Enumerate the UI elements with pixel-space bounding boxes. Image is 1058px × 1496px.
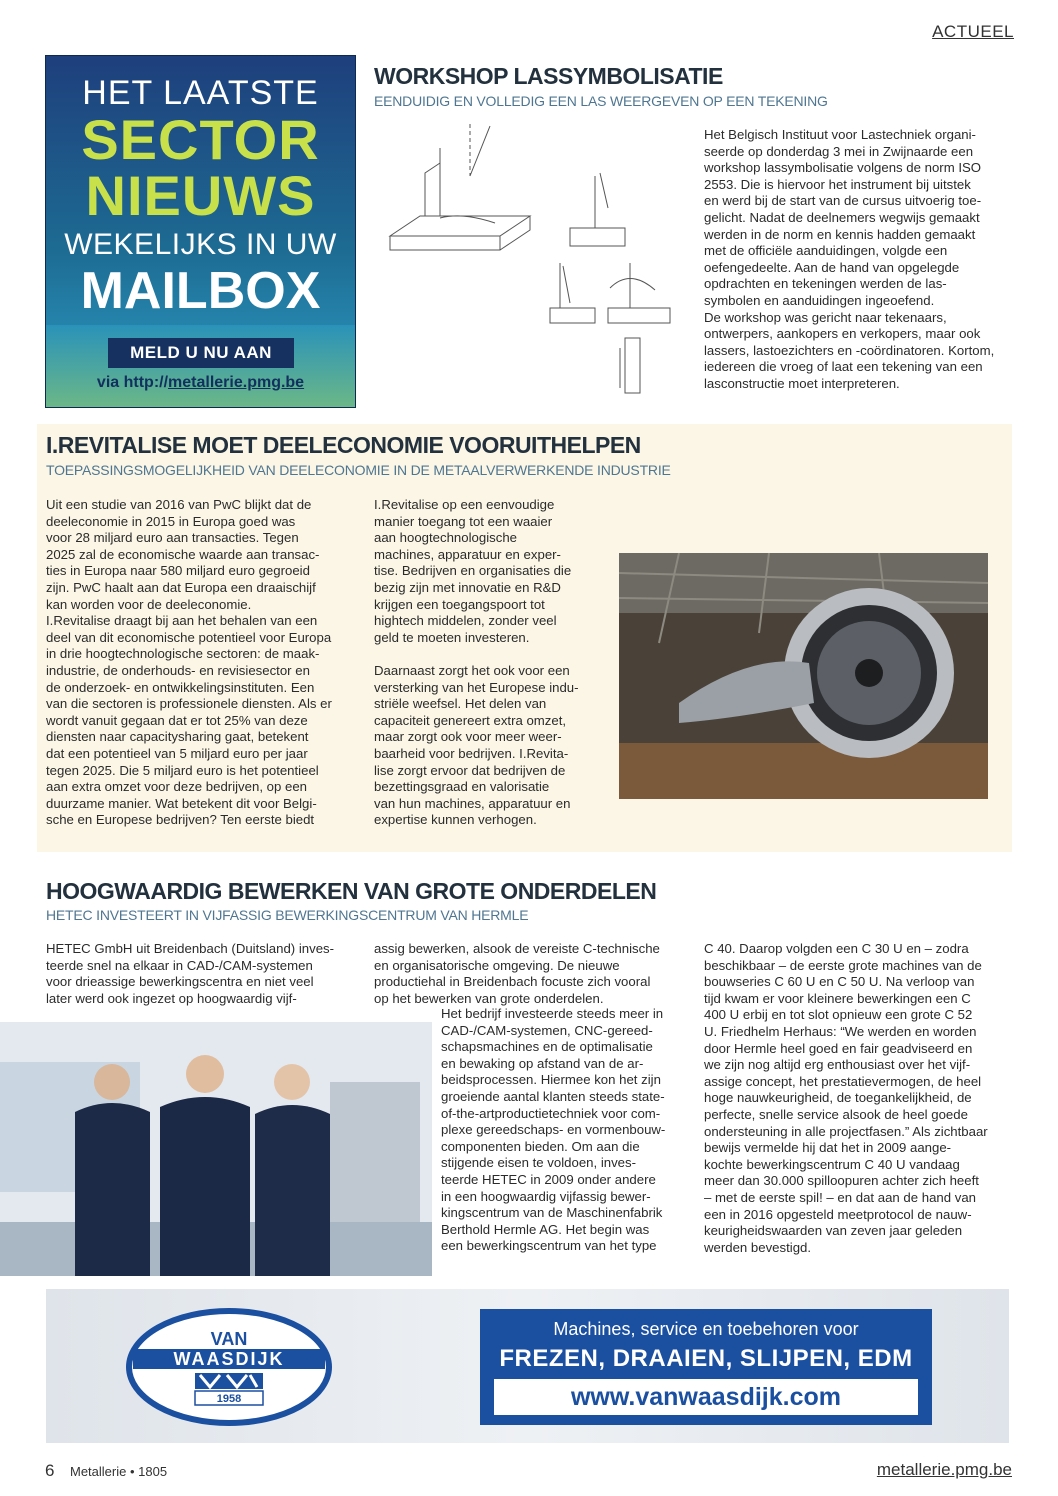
weld-symbol-drawing <box>380 118 698 408</box>
team-photo <box>0 1022 432 1276</box>
engine-illustration <box>619 553 988 799</box>
article3-col3: C 40. Daarop volgden een C 30 U en – zodra beschikbaar – de eerste grote machines van de bouwseries C 60 U en C 50 U. Na verloop van tijd kwam er voor kleinere bewerkingen een C 400 U erbij en tot slot opnieuw een grote C 52 U. Friedhelm Herhaus: “We werden en worden door Hermle heel goed en fair geadviseerd en we zijn nog altijd erg enthousiast over het vijf- assige concept, het prestatievermogen, de heel hoge nauwkeurigheid, de toegankelijkheid, de perfecte, snelle service alsook de heel goede ondersteuning in alle projectfasen.” Als zichtbaar bewijs vermelde hij dat het in 2009 aange- kochte bewerkingscentrum C 40 U vandaag meer dan 30.000 spilloopuren achter zich heeft – met de eerste spil! – en dat aan de hand van een in 2016 opgesteld meetprotocol de nauw- keurigheidswaarden van zeven jaar geleden werden bevestigd. <box>704 941 988 1255</box>
vw-line-1: Machines, service en toebehoren voor <box>553 1319 859 1339</box>
article1-body: Het Belgisch Instituut voor Lastechniek organi- seerde op donderdag 3 mei in Zwijnaarde een workshop lassymbolisatie volgens de norm ISO 2553. Die is hiervoor het instrument bij uitstek en werd bij de start van de cursus uitvoerig toe- gelicht. Nadat de deelnemers wegwijs gemaakt werden in de norm en kennis hadden gemaakt met de officiële aanduidingen, volgde een oefengedeelte. Aan de hand van opgelegde opdrachten en tekeningen werden de las- symbolen en aanduidingen ingeoefend. De workshop was gericht naar tekenaars, ontwerpers, aankopers en verkopers, maar ook lassers, lastoezichters en -coördinatoren. Kortom, iedereen die vroeg of laat een tekening van een lasconstructie moet interpreteren. <box>704 127 995 391</box>
vw-url-link[interactable]: www.vanwaasdijk.com <box>494 1379 918 1415</box>
van-waasdijk-info-box <box>480 1309 932 1425</box>
article2-title: I.REVITALISE MOET DEELECONOMIE VOORUITHELPEN <box>46 432 641 458</box>
logo-year-text: 1958 <box>216 1393 242 1405</box>
section-tag[interactable]: ACTUEEL <box>932 22 1014 41</box>
ad-line-5: MAILBOX <box>80 262 321 320</box>
team-illustration <box>0 1022 432 1276</box>
subscribe-button[interactable]: MELD U NU AAN <box>108 338 294 368</box>
article1-subtitle: EENDUIDIG EN VOLLEDIG EEN LAS WEERGEVEN OP EEN TEKENING <box>374 93 828 109</box>
article3-col2-top: assig bewerken, alsook de vereiste C-technische en organisatorische omgeving. De nieuwe productiehal in Breidenbach focuste zich vooral op het bewerken van grote onderdelen. <box>374 941 660 1006</box>
ad-via <box>46 374 355 392</box>
logo-main-text: WAASDIJK <box>173 1349 285 1369</box>
article3-col2-bottom: Het bedrijf investeerde steeds meer in CAD-/CAM-systemen, CNC-gereed- schapsmachines en de optimalisatie en bewaking op afstand van de ar- beidsprocessen. Hiermee kon het zijn groeiende aantal klanten steeds state- of-the-artproductietechniek voor com- plexe gereedschaps- en vormenbouw- componenten bieden. Om aan die stijgende eisen te voldoen, inves- teerde HETEC in 2009 onder andere in een hoogwaardig vijfassig bewer- kingscentrum van de Maschinenfabrik Berthold Hermle AG. Het begin was een bewerkingscentrum van het type <box>441 1006 666 1254</box>
article2-col1: Uit een studie van 2016 van PwC blijkt dat de deeleconomie in 2015 in Europa goed was voor 28 miljard euro aan transacties. Tegen 2025 zal de economische waarde aan transac- ties in Europa naar 580 miljard euro gegroeid zijn. PwC haalt aan dat Europa een draaischijf kan worden voor de deeleconomie. I.Revitalise draagt bij aan het behalen van een deel van dit economische potentieel voor Europa in drie hoogtechnologische sectoren: de maak- industrie, de onderhouds- en revisiesector en de onderzoek- en ontwikkelingsinstituten. Een van die sectoren is professionele diensten. Als er wordt vanuit gegaan dat er tot 25% van deze diensten naar capacitysharing gaat, betekent dat een potentieel van 5 miljard euro per jaar tegen 2025. Die 5 miljard euro is het potentieel aan extra omzet voor deze bedrijven, op een duurzame manier. Wat betekent dit voor Belgi- sche en Europese bedrijven? Ten eerste biedt <box>46 497 332 828</box>
ad-via-prefix: via http:// <box>96 374 169 391</box>
logo-top-text: VAN <box>210 1329 248 1349</box>
article3-title: HOOGWAARDIG BEWERKEN VAN GROTE ONDERDELEN <box>46 878 657 904</box>
ad-line-1: HET LAATSTE <box>82 74 319 112</box>
article1-title: WORKSHOP LASSYMBOLISATIE <box>374 63 723 89</box>
article3-col1: HETEC GmbH uit Breidenbach (Duitsland) inves- teerde snel na elkaar in CAD-/CAM-systemen voor drieassige bewerkingscentra en niet veel later werd ook ingezet op hoogwaardig vijf- <box>46 941 335 1006</box>
newsletter-ad[interactable] <box>45 55 356 408</box>
ad-line-3: NIEUWS <box>85 164 316 227</box>
ad-line-4: WEKELIJKS IN UW <box>64 228 337 261</box>
article2-subtitle: TOEPASSINGSMOGELIJKHEID VAN DEELECONOMIE IN DE METAALVERWERKENDE INDUSTRIE <box>46 462 671 478</box>
engine-photo <box>619 553 988 799</box>
vw-line-2: FREZEN, DRAAIEN, SLIJPEN, EDM <box>499 1345 913 1372</box>
ad-line-2: SECTOR <box>81 108 320 171</box>
page-number: 6 <box>45 1461 55 1480</box>
publication-label: Metallerie • 1805 <box>70 1464 168 1479</box>
ad-url-link[interactable]: metallerie.pmg.be <box>168 374 305 391</box>
article2-col2: I.Revitalise op een eenvoudige manier toegang tot een waaier aan hoogtechnologische machines, apparatuur en exper- tise. Bedrijven en organisaties die bezig zijn met innovatie en R&D krijgen een toegangspoort tot hightech middelen, zonder veel geld te moeten investeren. Daarnaast zorgt het ook voor een versterking van het Europese indu- striële weefsel. Het delen van capaciteit genereert extra omzet, maar zorgt ook voor meer weer- baarheid voor bedrijven. I.Revita- lise zorgt ervoor dat bedrijven de bezettingsgraad en valorisatie van hun machines, apparatuur en expertise kunnen verhogen. <box>374 497 579 828</box>
footer-url-link[interactable]: metallerie.pmg.be <box>876 1460 1012 1479</box>
van-waasdijk-logo <box>125 1307 333 1427</box>
article3-subtitle: HETEC INVESTEERT IN VIJFASSIG BEWERKINGSCENTRUM VAN HERMLE <box>46 907 529 923</box>
